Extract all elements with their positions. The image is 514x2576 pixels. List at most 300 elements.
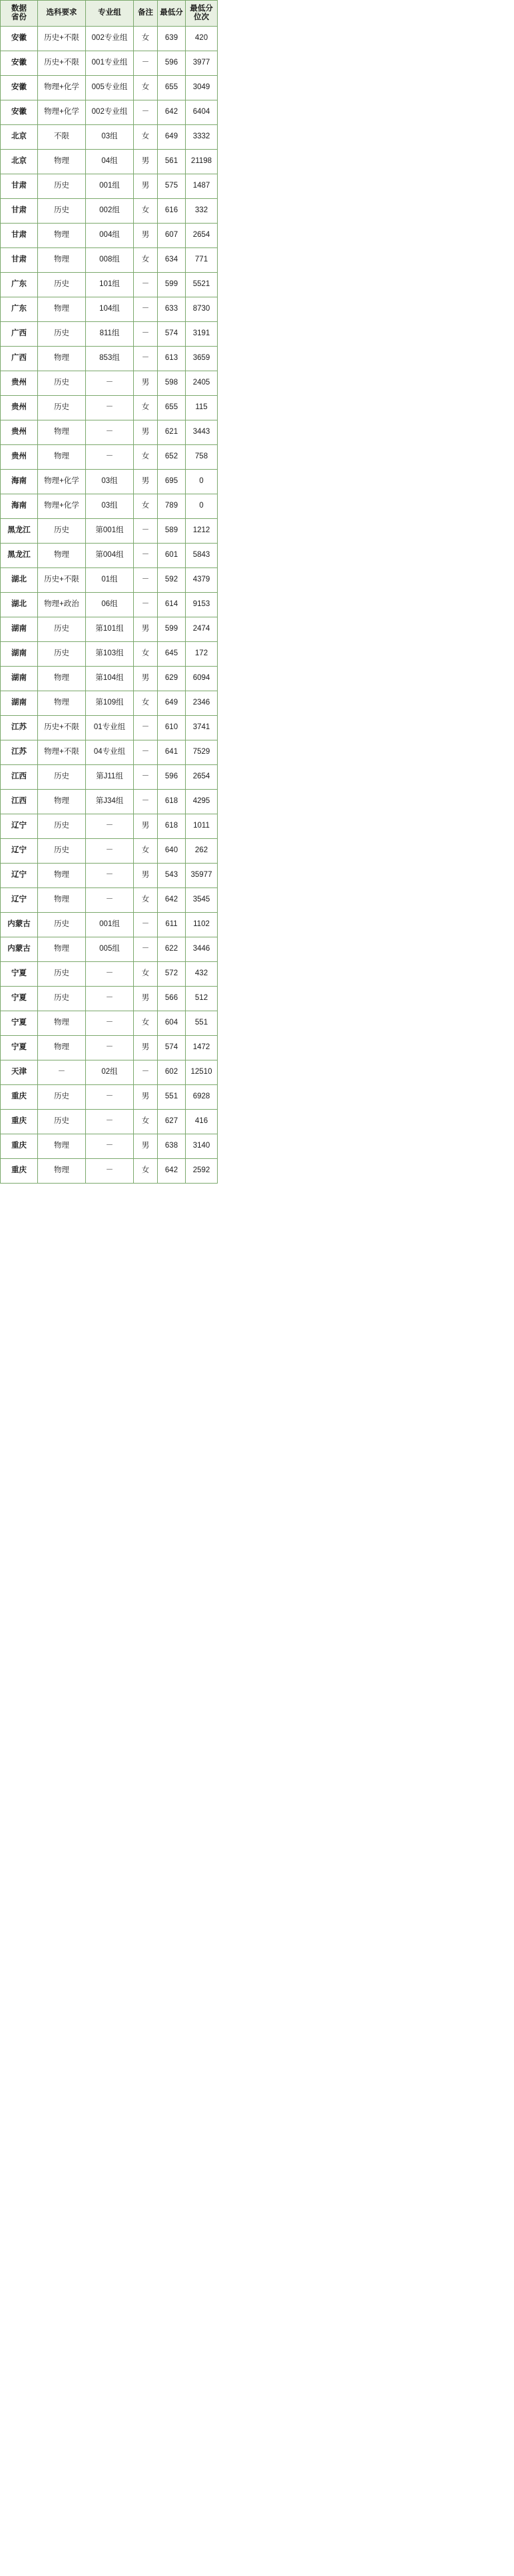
cell-subject-requirement: 物理 xyxy=(38,544,86,568)
cell-min-score: 572 xyxy=(158,962,186,987)
cell-remark: － xyxy=(134,593,158,617)
cell-subject-requirement: 物理+化学 xyxy=(38,76,86,100)
table-row xyxy=(1,593,218,617)
cell-min-score: 649 xyxy=(158,125,186,150)
table-row xyxy=(1,691,218,716)
cell-province: 内蒙古 xyxy=(1,937,38,962)
cell-major-group: 002组 xyxy=(86,199,134,224)
cell-min-rank: 5843 xyxy=(186,544,218,568)
table-row xyxy=(1,765,218,790)
cell-major-group: 853组 xyxy=(86,347,134,371)
table-row xyxy=(1,297,218,322)
cell-province: 天津 xyxy=(1,1060,38,1085)
cell-min-score: 575 xyxy=(158,174,186,199)
cell-min-score: 602 xyxy=(158,1060,186,1085)
table-row xyxy=(1,224,218,248)
table-row xyxy=(1,347,218,371)
table-row xyxy=(1,642,218,667)
cell-subject-requirement: 物理 xyxy=(38,420,86,445)
cell-province: 湖北 xyxy=(1,593,38,617)
cell-min-score: 592 xyxy=(158,568,186,593)
table-row xyxy=(1,1134,218,1159)
cell-min-rank: 1472 xyxy=(186,1036,218,1060)
cell-min-score: 633 xyxy=(158,297,186,322)
cell-major-group: 002专业组 xyxy=(86,27,134,51)
cell-min-score: 634 xyxy=(158,248,186,273)
cell-min-rank: 3140 xyxy=(186,1134,218,1159)
table-row xyxy=(1,150,218,174)
cell-major-group: 04专业组 xyxy=(86,740,134,765)
cell-remark: － xyxy=(134,765,158,790)
cell-province: 北京 xyxy=(1,150,38,174)
cell-remark: 女 xyxy=(134,27,158,51)
cell-min-score: 649 xyxy=(158,691,186,716)
cell-min-score: 574 xyxy=(158,322,186,347)
cell-province: 湖南 xyxy=(1,617,38,642)
cell-remark: 男 xyxy=(134,987,158,1011)
cell-min-rank: 420 xyxy=(186,27,218,51)
column-header-min-rank-line2: 位次 xyxy=(194,13,209,21)
cell-min-rank: 1487 xyxy=(186,174,218,199)
cell-subject-requirement: 物理 xyxy=(38,667,86,691)
cell-province: 重庆 xyxy=(1,1159,38,1184)
cell-major-group: 第004组 xyxy=(86,544,134,568)
cell-province: 广东 xyxy=(1,273,38,297)
cell-remark: － xyxy=(134,568,158,593)
table-row xyxy=(1,1085,218,1110)
cell-min-rank: 3741 xyxy=(186,716,218,740)
cell-subject-requirement: 历史 xyxy=(38,1085,86,1110)
cell-province: 安徽 xyxy=(1,76,38,100)
cell-province: 江苏 xyxy=(1,716,38,740)
cell-major-group: 第101组 xyxy=(86,617,134,642)
cell-province: 辽宁 xyxy=(1,888,38,913)
table-row xyxy=(1,371,218,396)
cell-remark: － xyxy=(134,322,158,347)
column-header-remark: 备注 xyxy=(134,1,158,27)
cell-min-score: 611 xyxy=(158,913,186,937)
cell-major-group: － xyxy=(86,814,134,839)
table-row xyxy=(1,544,218,568)
cell-remark: － xyxy=(134,1060,158,1085)
cell-province: 贵州 xyxy=(1,371,38,396)
cell-major-group: 104组 xyxy=(86,297,134,322)
table-row xyxy=(1,519,218,544)
cell-remark: － xyxy=(134,937,158,962)
cell-major-group: 02组 xyxy=(86,1060,134,1085)
cell-subject-requirement: 物理+政治 xyxy=(38,593,86,617)
cell-province: 辽宁 xyxy=(1,839,38,864)
cell-remark: － xyxy=(134,519,158,544)
cell-province: 海南 xyxy=(1,470,38,494)
cell-remark: － xyxy=(134,273,158,297)
table-row xyxy=(1,864,218,888)
cell-major-group: － xyxy=(86,888,134,913)
cell-subject-requirement: 物理 xyxy=(38,1159,86,1184)
cell-province: 安徽 xyxy=(1,27,38,51)
cell-min-score: 641 xyxy=(158,740,186,765)
cell-province: 湖南 xyxy=(1,691,38,716)
cell-min-score: 543 xyxy=(158,864,186,888)
cell-province: 江西 xyxy=(1,790,38,814)
table-row xyxy=(1,445,218,470)
cell-major-group: 03组 xyxy=(86,494,134,519)
cell-min-rank: 3545 xyxy=(186,888,218,913)
cell-min-rank: 1212 xyxy=(186,519,218,544)
cell-min-score: 596 xyxy=(158,765,186,790)
admission-score-table xyxy=(0,0,218,1184)
cell-province: 贵州 xyxy=(1,396,38,420)
cell-remark: 女 xyxy=(134,1011,158,1036)
cell-subject-requirement: 物理 xyxy=(38,224,86,248)
table-row xyxy=(1,470,218,494)
cell-min-rank: 551 xyxy=(186,1011,218,1036)
column-header-min-score: 最低分 xyxy=(158,1,186,27)
cell-province: 甘肃 xyxy=(1,174,38,199)
cell-min-rank: 35977 xyxy=(186,864,218,888)
cell-major-group: － xyxy=(86,1134,134,1159)
cell-subject-requirement: 物理+不限 xyxy=(38,740,86,765)
cell-province: 广西 xyxy=(1,322,38,347)
cell-province: 宁夏 xyxy=(1,1011,38,1036)
cell-min-score: 616 xyxy=(158,199,186,224)
cell-major-group: 811组 xyxy=(86,322,134,347)
cell-major-group: － xyxy=(86,962,134,987)
cell-subject-requirement: 历史 xyxy=(38,1110,86,1134)
table-row xyxy=(1,1011,218,1036)
cell-subject-requirement: 不限 xyxy=(38,125,86,150)
cell-remark: 女 xyxy=(134,248,158,273)
table-row xyxy=(1,987,218,1011)
cell-subject-requirement: 物理 xyxy=(38,1134,86,1159)
cell-remark: 女 xyxy=(134,642,158,667)
cell-remark: 女 xyxy=(134,962,158,987)
cell-province: 江西 xyxy=(1,765,38,790)
cell-remark: 女 xyxy=(134,445,158,470)
cell-subject-requirement: 物理 xyxy=(38,691,86,716)
table-row xyxy=(1,790,218,814)
cell-remark: 女 xyxy=(134,691,158,716)
cell-min-rank: 2654 xyxy=(186,765,218,790)
table-row xyxy=(1,199,218,224)
cell-min-score: 604 xyxy=(158,1011,186,1036)
cell-min-rank: 2405 xyxy=(186,371,218,396)
cell-province: 重庆 xyxy=(1,1110,38,1134)
cell-min-rank: 115 xyxy=(186,396,218,420)
table-row xyxy=(1,1036,218,1060)
cell-major-group: 101组 xyxy=(86,273,134,297)
cell-remark: 男 xyxy=(134,174,158,199)
table-row xyxy=(1,568,218,593)
cell-subject-requirement: 物理 xyxy=(38,248,86,273)
table-row xyxy=(1,962,218,987)
cell-major-group: 第J11组 xyxy=(86,765,134,790)
cell-remark: － xyxy=(134,100,158,125)
column-header-province-line1: 数据 xyxy=(11,4,27,13)
cell-major-group: － xyxy=(86,864,134,888)
cell-min-score: 618 xyxy=(158,814,186,839)
cell-min-score: 639 xyxy=(158,27,186,51)
table-row xyxy=(1,76,218,100)
cell-subject-requirement: 物理 xyxy=(38,445,86,470)
cell-province: 甘肃 xyxy=(1,248,38,273)
cell-subject-requirement: 物理 xyxy=(38,888,86,913)
cell-province: 黑龙江 xyxy=(1,519,38,544)
cell-min-score: 621 xyxy=(158,420,186,445)
cell-subject-requirement: 历史 xyxy=(38,987,86,1011)
cell-subject-requirement: － xyxy=(38,1060,86,1085)
cell-min-rank: 1102 xyxy=(186,913,218,937)
cell-major-group: － xyxy=(86,396,134,420)
cell-major-group: 004组 xyxy=(86,224,134,248)
cell-major-group: 008组 xyxy=(86,248,134,273)
table-row xyxy=(1,888,218,913)
cell-remark: 女 xyxy=(134,1159,158,1184)
cell-remark: － xyxy=(134,544,158,568)
cell-major-group: 第J34组 xyxy=(86,790,134,814)
cell-min-score: 607 xyxy=(158,224,186,248)
score-table-container xyxy=(0,0,514,1184)
cell-min-rank: 21198 xyxy=(186,150,218,174)
cell-min-score: 642 xyxy=(158,888,186,913)
cell-remark: 男 xyxy=(134,470,158,494)
cell-remark: 女 xyxy=(134,1110,158,1134)
cell-min-score: 618 xyxy=(158,790,186,814)
cell-min-rank: 512 xyxy=(186,987,218,1011)
cell-min-score: 655 xyxy=(158,76,186,100)
cell-remark: 男 xyxy=(134,864,158,888)
cell-min-score: 629 xyxy=(158,667,186,691)
cell-remark: － xyxy=(134,790,158,814)
cell-min-rank: 4295 xyxy=(186,790,218,814)
cell-min-rank: 332 xyxy=(186,199,218,224)
cell-subject-requirement: 物理+化学 xyxy=(38,470,86,494)
cell-subject-requirement: 物理 xyxy=(38,937,86,962)
cell-remark: 女 xyxy=(134,839,158,864)
column-header-province-line2: 省份 xyxy=(11,13,27,21)
cell-min-score: 652 xyxy=(158,445,186,470)
cell-province: 湖北 xyxy=(1,568,38,593)
table-row xyxy=(1,716,218,740)
cell-min-score: 610 xyxy=(158,716,186,740)
cell-min-rank: 2346 xyxy=(186,691,218,716)
cell-major-group: 06组 xyxy=(86,593,134,617)
cell-major-group: 04组 xyxy=(86,150,134,174)
cell-min-rank: 7529 xyxy=(186,740,218,765)
table-row xyxy=(1,839,218,864)
cell-subject-requirement: 物理 xyxy=(38,297,86,322)
cell-min-score: 566 xyxy=(158,987,186,1011)
cell-province: 重庆 xyxy=(1,1134,38,1159)
cell-province: 贵州 xyxy=(1,445,38,470)
cell-min-score: 642 xyxy=(158,1159,186,1184)
table-row xyxy=(1,322,218,347)
column-header-major-group: 专业组 xyxy=(86,1,134,27)
cell-min-rank: 6928 xyxy=(186,1085,218,1110)
table-row xyxy=(1,1110,218,1134)
cell-min-rank: 5521 xyxy=(186,273,218,297)
cell-subject-requirement: 物理 xyxy=(38,347,86,371)
cell-remark: 女 xyxy=(134,125,158,150)
cell-major-group: 第103组 xyxy=(86,642,134,667)
table-row xyxy=(1,248,218,273)
cell-min-rank: 9153 xyxy=(186,593,218,617)
cell-min-rank: 3049 xyxy=(186,76,218,100)
table-header-row xyxy=(1,1,218,27)
cell-min-rank: 2654 xyxy=(186,224,218,248)
cell-remark: 男 xyxy=(134,814,158,839)
cell-major-group: － xyxy=(86,1036,134,1060)
cell-major-group: 005专业组 xyxy=(86,76,134,100)
column-header-min-rank-line1: 最低分 xyxy=(190,4,213,13)
table-row xyxy=(1,1159,218,1184)
cell-province: 甘肃 xyxy=(1,199,38,224)
cell-province: 江苏 xyxy=(1,740,38,765)
cell-subject-requirement: 历史+不限 xyxy=(38,27,86,51)
cell-min-score: 622 xyxy=(158,937,186,962)
cell-min-rank: 3446 xyxy=(186,937,218,962)
cell-min-score: 574 xyxy=(158,1036,186,1060)
cell-major-group: － xyxy=(86,445,134,470)
cell-min-rank: 416 xyxy=(186,1110,218,1134)
table-row xyxy=(1,420,218,445)
cell-remark: 男 xyxy=(134,1085,158,1110)
cell-major-group: 第109组 xyxy=(86,691,134,716)
cell-province: 安徽 xyxy=(1,51,38,76)
cell-province: 辽宁 xyxy=(1,864,38,888)
cell-major-group: 01组 xyxy=(86,568,134,593)
cell-min-rank: 3443 xyxy=(186,420,218,445)
cell-min-rank: 2592 xyxy=(186,1159,218,1184)
cell-min-score: 789 xyxy=(158,494,186,519)
cell-remark: 男 xyxy=(134,371,158,396)
cell-province: 广西 xyxy=(1,347,38,371)
cell-min-score: 596 xyxy=(158,51,186,76)
cell-province: 安徽 xyxy=(1,100,38,125)
cell-min-score: 655 xyxy=(158,396,186,420)
cell-min-score: 589 xyxy=(158,519,186,544)
cell-subject-requirement: 历史 xyxy=(38,839,86,864)
cell-subject-requirement: 历史 xyxy=(38,765,86,790)
table-body xyxy=(1,27,218,1184)
cell-min-rank: 3191 xyxy=(186,322,218,347)
cell-major-group: 03组 xyxy=(86,470,134,494)
cell-subject-requirement: 历史 xyxy=(38,371,86,396)
cell-major-group: 001组 xyxy=(86,913,134,937)
cell-subject-requirement: 物理 xyxy=(38,864,86,888)
cell-subject-requirement: 历史 xyxy=(38,962,86,987)
cell-remark: 男 xyxy=(134,617,158,642)
table-row xyxy=(1,667,218,691)
cell-min-score: 695 xyxy=(158,470,186,494)
cell-min-rank: 6404 xyxy=(186,100,218,125)
table-row xyxy=(1,913,218,937)
cell-min-rank: 771 xyxy=(186,248,218,273)
table-row xyxy=(1,396,218,420)
cell-min-score: 638 xyxy=(158,1134,186,1159)
cell-min-rank: 3659 xyxy=(186,347,218,371)
cell-province: 广东 xyxy=(1,297,38,322)
cell-major-group: － xyxy=(86,1110,134,1134)
cell-min-rank: 3977 xyxy=(186,51,218,76)
table-row xyxy=(1,494,218,519)
cell-min-rank: 12510 xyxy=(186,1060,218,1085)
cell-remark: － xyxy=(134,716,158,740)
cell-province: 宁夏 xyxy=(1,1036,38,1060)
cell-min-score: 599 xyxy=(158,273,186,297)
cell-min-score: 640 xyxy=(158,839,186,864)
cell-min-score: 642 xyxy=(158,100,186,125)
cell-province: 重庆 xyxy=(1,1085,38,1110)
cell-major-group: － xyxy=(86,1011,134,1036)
cell-min-rank: 4379 xyxy=(186,568,218,593)
cell-subject-requirement: 历史+不限 xyxy=(38,51,86,76)
cell-subject-requirement: 历史 xyxy=(38,273,86,297)
table-row xyxy=(1,617,218,642)
column-header-subject-requirement: 选科要求 xyxy=(38,1,86,27)
cell-subject-requirement: 历史 xyxy=(38,642,86,667)
cell-min-rank: 1011 xyxy=(186,814,218,839)
cell-subject-requirement: 历史 xyxy=(38,396,86,420)
cell-major-group: － xyxy=(86,987,134,1011)
cell-province: 内蒙古 xyxy=(1,913,38,937)
cell-province: 贵州 xyxy=(1,420,38,445)
cell-subject-requirement: 历史 xyxy=(38,199,86,224)
cell-remark: 女 xyxy=(134,494,158,519)
cell-min-score: 551 xyxy=(158,1085,186,1110)
cell-major-group: 01专业组 xyxy=(86,716,134,740)
cell-remark: 男 xyxy=(134,150,158,174)
cell-subject-requirement: 历史 xyxy=(38,519,86,544)
cell-major-group: 001组 xyxy=(86,174,134,199)
cell-min-score: 645 xyxy=(158,642,186,667)
cell-min-rank: 262 xyxy=(186,839,218,864)
cell-major-group: － xyxy=(86,1085,134,1110)
cell-subject-requirement: 历史 xyxy=(38,174,86,199)
table-row xyxy=(1,125,218,150)
cell-min-rank: 3332 xyxy=(186,125,218,150)
cell-min-rank: 758 xyxy=(186,445,218,470)
cell-min-rank: 432 xyxy=(186,962,218,987)
cell-province: 辽宁 xyxy=(1,814,38,839)
cell-min-score: 599 xyxy=(158,617,186,642)
cell-province: 宁夏 xyxy=(1,987,38,1011)
cell-subject-requirement: 历史+不限 xyxy=(38,568,86,593)
cell-major-group: － xyxy=(86,1159,134,1184)
table-row xyxy=(1,937,218,962)
cell-min-score: 613 xyxy=(158,347,186,371)
cell-province: 宁夏 xyxy=(1,962,38,987)
cell-major-group: 005组 xyxy=(86,937,134,962)
column-header-province xyxy=(1,1,38,27)
table-row xyxy=(1,174,218,199)
table-header xyxy=(1,1,218,27)
cell-province: 海南 xyxy=(1,494,38,519)
cell-major-group: 001专业组 xyxy=(86,51,134,76)
cell-min-score: 598 xyxy=(158,371,186,396)
cell-subject-requirement: 物理+化学 xyxy=(38,100,86,125)
table-row xyxy=(1,740,218,765)
cell-min-score: 614 xyxy=(158,593,186,617)
cell-subject-requirement: 历史+不限 xyxy=(38,716,86,740)
cell-province: 湖南 xyxy=(1,667,38,691)
cell-remark: － xyxy=(134,297,158,322)
cell-subject-requirement: 历史 xyxy=(38,814,86,839)
cell-remark: － xyxy=(134,740,158,765)
cell-remark: 女 xyxy=(134,396,158,420)
cell-subject-requirement: 物理 xyxy=(38,790,86,814)
cell-min-score: 627 xyxy=(158,1110,186,1134)
